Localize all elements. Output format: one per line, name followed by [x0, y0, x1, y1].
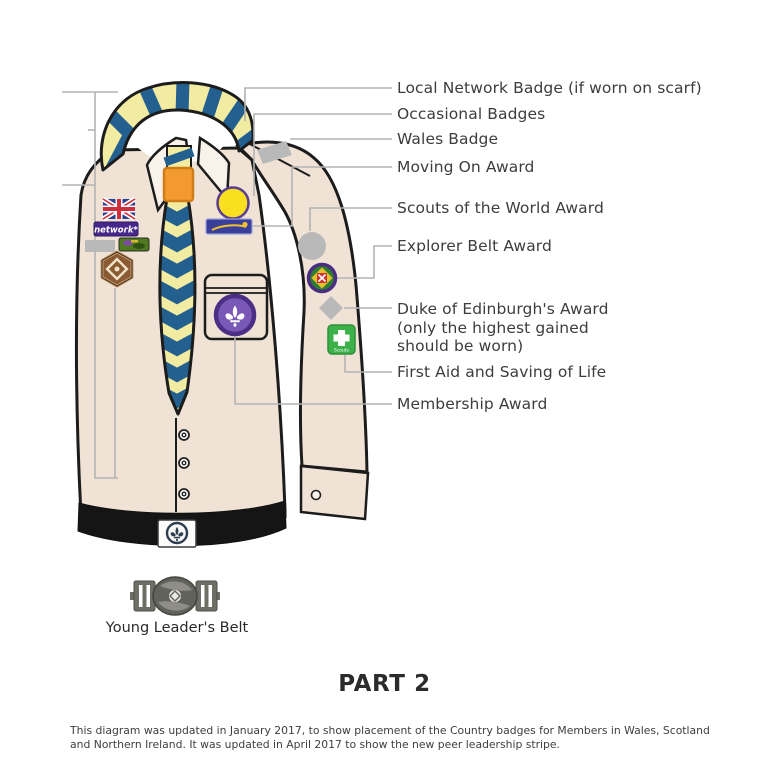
belt-center-buckle	[153, 577, 197, 615]
first-aid-badge	[328, 325, 355, 354]
label-moving-on-award: Moving On Award	[397, 158, 535, 176]
label-first-aid: First Aid and Saving of Life	[397, 363, 607, 381]
footer-note: This diagram was updated in January 2017, to show placement of the Country badges for Members in Wales, Scotland and Northern Ireland. It was updated in April 2017 to show the new peer leadership stripe.	[70, 724, 710, 752]
explorer-belt-badge	[309, 265, 336, 292]
hexagon-award-badge	[102, 252, 132, 286]
young-leaders-belt	[130, 577, 220, 615]
sleeve-cuff	[301, 466, 368, 519]
label-wales-badge: Wales Badge	[397, 130, 499, 148]
union-jack-badge	[103, 199, 135, 219]
label-occasional-badges: Occasional Badges	[397, 105, 546, 123]
moving-on-award-badge	[206, 219, 252, 234]
belt-right-keeper	[196, 581, 217, 611]
gray-placeholder-patch	[85, 240, 115, 252]
woggle	[164, 168, 193, 201]
scouts-of-the-world-badge	[298, 232, 326, 260]
cuff-button	[312, 491, 321, 500]
belt-left-keeper	[134, 581, 155, 611]
occasional-badge-circle	[218, 188, 249, 219]
label-explorer-belt-award: Explorer Belt Award	[397, 237, 552, 255]
first-aid-badge-text: Scouts	[333, 348, 350, 354]
part-title: PART 2	[338, 671, 431, 697]
label-membership-award: Membership Award	[397, 395, 548, 413]
label-duke-of-edinburgh: Duke of Edinburgh's Award (only the highest gained should be worn)	[397, 300, 609, 355]
camo-patch	[119, 238, 149, 251]
network-badge	[94, 222, 138, 236]
label-local-network-badge: Local Network Badge (if worn on scarf)	[397, 79, 702, 97]
network-badge-text: network*	[94, 225, 138, 236]
young-leaders-belt-caption: Young Leader's Belt	[105, 620, 249, 636]
membership-award-badge	[216, 296, 254, 334]
label-scouts-of-the-world: Scouts of the World Award	[397, 199, 604, 217]
belt-buckle	[158, 520, 196, 547]
